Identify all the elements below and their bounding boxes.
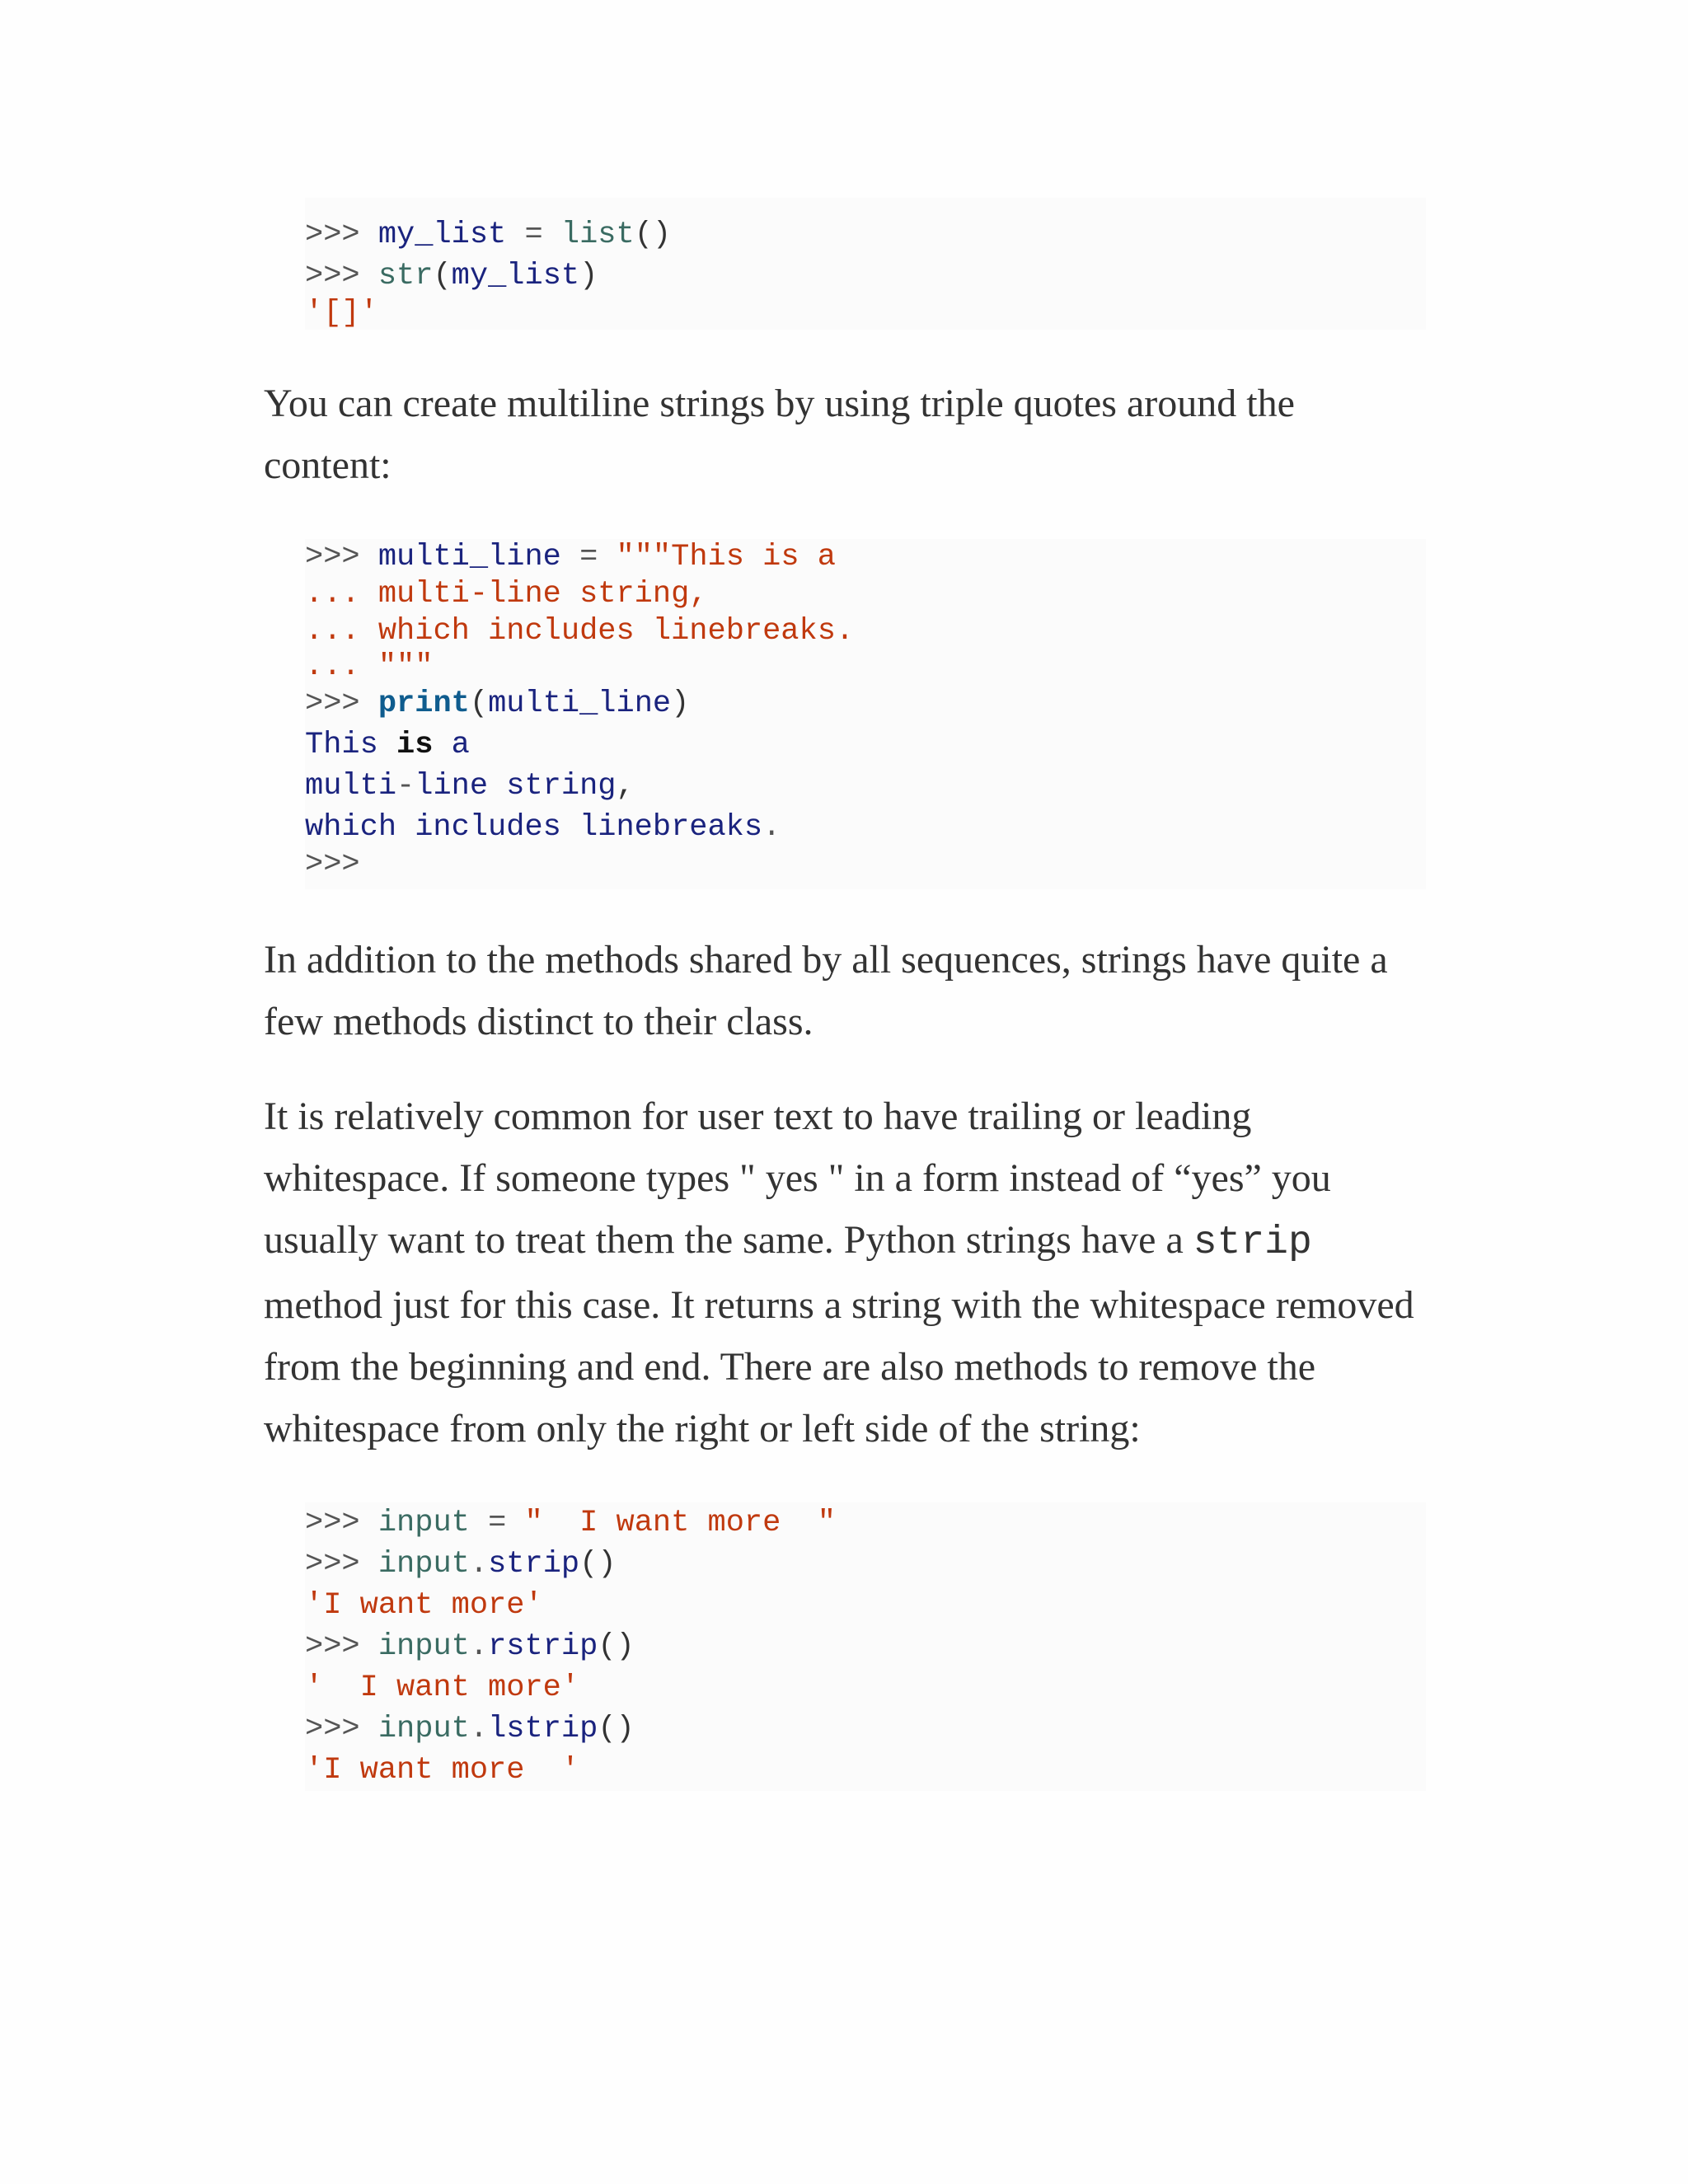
identifier: multi_line (488, 687, 672, 721)
punctuation: () (634, 218, 672, 252)
code-line (305, 724, 1426, 766)
builtin-name: list (560, 218, 635, 252)
prompt: >>> (305, 1506, 378, 1540)
paragraph-text: method just for this case. It returns a string with the whitespace removed from the beginning and end. There are also methods to remove the whitespace from only the right or left side of the string: (264, 1283, 1414, 1451)
method-name: strip (488, 1547, 580, 1582)
prompt: >>> (305, 259, 378, 293)
prompt: >>> (305, 687, 378, 721)
paragraph-string-methods: In addition to the methods shared by all sequences, strings have quite a few methods distinct to their class. (264, 938, 1388, 1043)
dot-operator: . (469, 1712, 489, 1746)
punctuation: , (616, 769, 635, 804)
string-literal: " I want more " (524, 1506, 836, 1540)
code-line (305, 1585, 1426, 1626)
punctuation: () (598, 1712, 635, 1746)
dot-operator: . (469, 1629, 489, 1664)
code-line (305, 1502, 1426, 1544)
code-line (305, 766, 1426, 807)
prompt: >>> (305, 1712, 378, 1746)
output-text: which includes linebreaks (305, 810, 763, 845)
code-block-strip (305, 1502, 1426, 1791)
code-line (305, 613, 1426, 650)
code-block-multiline (305, 539, 1426, 889)
operator: = (506, 218, 561, 252)
string-literal: """This is a (616, 540, 836, 574)
identifier: my_list (377, 218, 507, 252)
paragraph-strip (264, 1085, 1426, 1460)
code-line (305, 1667, 1426, 1708)
operator: = (469, 1506, 525, 1540)
code-line (305, 214, 1426, 255)
output-operator: - (396, 769, 415, 804)
code-line (305, 807, 1426, 848)
paragraph-multiline: You can create multiline strings by using triple quotes around the content: (264, 382, 1295, 487)
code-line (305, 539, 1426, 576)
output-text: line string (415, 769, 617, 804)
code-line (305, 1626, 1426, 1667)
punctuation: ) (579, 259, 598, 293)
identifier: input (377, 1547, 470, 1582)
code-line (305, 683, 1426, 724)
prompt: >>> (305, 1547, 378, 1582)
code-block-list-str (305, 198, 1426, 330)
identifier: multi_line (377, 540, 561, 574)
continuation-prompt: ... (305, 614, 378, 649)
punctuation: ) (671, 687, 690, 721)
prompt: >>> (305, 540, 378, 574)
prompt: >>> (305, 1629, 378, 1664)
code-line (305, 848, 1426, 881)
string-literal: which includes linebreaks. (377, 614, 855, 649)
prompt: >>> (305, 847, 360, 882)
method-name: lstrip (488, 1712, 598, 1746)
inline-code-strip: strip (1193, 1221, 1312, 1265)
string-output: ' I want more' (305, 1671, 580, 1705)
output-text: This (305, 728, 397, 762)
code-line (305, 650, 1426, 683)
identifier: input (377, 1506, 470, 1540)
string-literal: multi-line string, (377, 577, 708, 612)
punctuation: () (579, 1547, 617, 1582)
output-text: multi (305, 769, 397, 804)
output-keyword: is (396, 728, 434, 762)
operator: = (560, 540, 617, 574)
prompt: >>> (305, 218, 378, 252)
method-name: rstrip (488, 1629, 598, 1664)
code-line (305, 1750, 1426, 1791)
code-line (305, 255, 1426, 297)
punctuation: ( (433, 259, 452, 293)
code-line (305, 297, 1426, 330)
code-line (305, 576, 1426, 613)
code-line (305, 1544, 1426, 1585)
paragraph-text: It is relatively common for user text to have trailing or leading whitespace. If someone types " yes " in a form instead of “yes” you usually want to treat them the same. Python strings have a (264, 1094, 1331, 1262)
document-page (264, 181, 1426, 1791)
string-output: 'I want more ' (305, 1753, 580, 1788)
string-output: '[]' (305, 296, 378, 330)
punctuation: () (598, 1629, 635, 1664)
output-text: a (433, 728, 470, 762)
builtin-name: str (377, 259, 434, 293)
punctuation: ( (469, 687, 489, 721)
identifier: my_list (451, 259, 580, 293)
continuation-prompt: ... (305, 649, 378, 684)
keyword-print: print (377, 687, 470, 721)
continuation-prompt: ... (305, 577, 378, 612)
dot-operator: . (469, 1547, 489, 1582)
string-literal: """ (377, 649, 434, 684)
code-line (305, 1708, 1426, 1750)
identifier: input (377, 1629, 470, 1664)
punctuation: . (762, 810, 781, 845)
identifier: input (377, 1712, 470, 1746)
string-output: 'I want more' (305, 1588, 543, 1623)
